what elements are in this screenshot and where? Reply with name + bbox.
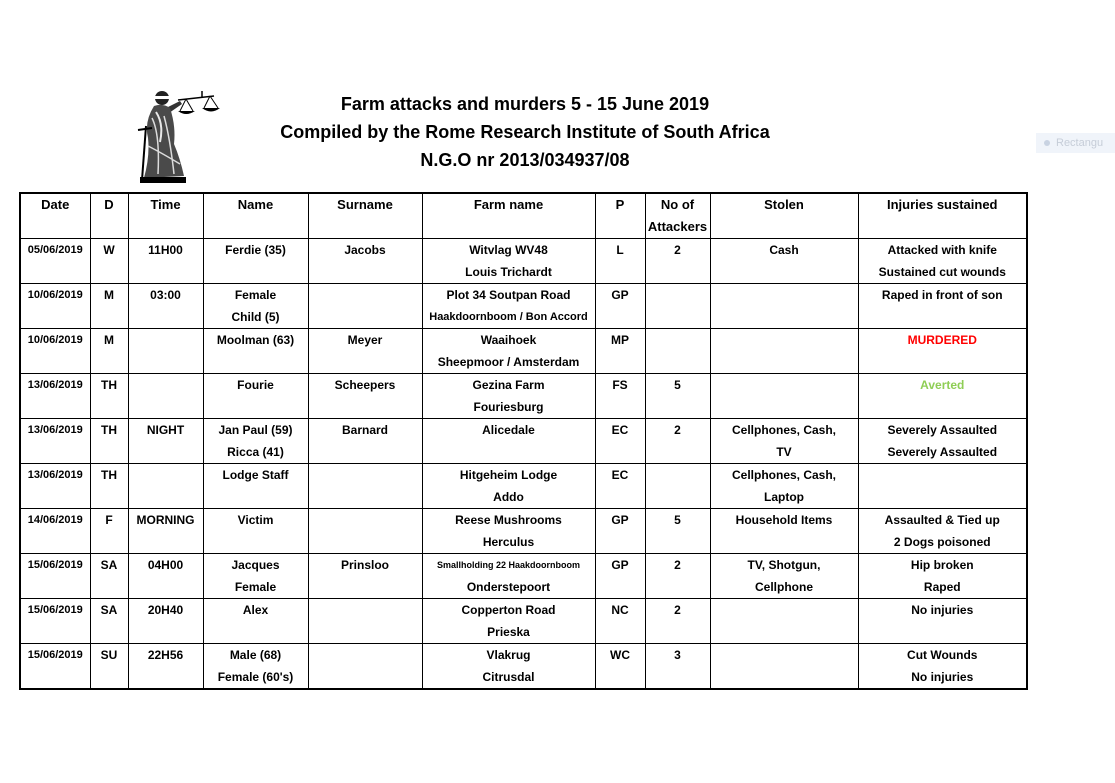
- cell-farm-line-1: Hitgeheim Lodge: [459, 468, 558, 482]
- cell-date: [20, 329, 90, 374]
- cell-attackers-text: 3: [674, 648, 681, 662]
- title-line-1: Farm attacks and murders 5 - 15 June 2019: [340, 94, 710, 114]
- cell-injuries-line-1: Severely Assaulted: [887, 423, 998, 437]
- cell-day: [90, 554, 128, 599]
- cell-name-line-2: Female (60's): [217, 670, 294, 684]
- rectangle-tool-label: Rectangu: [1056, 137, 1104, 149]
- cell-surname: [308, 419, 422, 464]
- cell-surname-text: Jacobs: [344, 243, 386, 257]
- cell-day-text: SA: [100, 558, 118, 572]
- cell-day-text: TH: [101, 468, 117, 482]
- cell-injuries-line-1: Raped in front of son: [881, 288, 1003, 302]
- cell-attackers-text: 2: [674, 243, 681, 257]
- cell-name-line-1: Victim: [237, 513, 274, 527]
- lady-justice-icon: [130, 86, 222, 184]
- cell-day: [90, 464, 128, 509]
- cell-day-text: M: [104, 288, 114, 302]
- cell-farm-line-1: Reese Mushrooms: [455, 513, 562, 527]
- cell-surname: [308, 554, 422, 599]
- cell-stolen: [710, 329, 858, 374]
- header-attackers-line2: Attackers: [647, 219, 708, 234]
- table-header-row: [20, 193, 1027, 239]
- cell-injuries-line-2: 2 Dogs poisoned: [893, 535, 991, 549]
- cell-injuries-line-1: Averted: [920, 378, 965, 392]
- cell-province: [595, 374, 645, 419]
- cell-surname-text: Scheepers: [334, 378, 396, 392]
- cell-stolen: [710, 419, 858, 464]
- cell-name: [203, 374, 308, 419]
- cell-name: [203, 554, 308, 599]
- title-line-3: N.G.O nr 2013/034937/08: [420, 150, 630, 170]
- cell-injuries-line-1: Attacked with knife: [887, 243, 997, 257]
- cell-attackers: [645, 419, 710, 464]
- cell-name: [203, 419, 308, 464]
- cell-injuries-line-1: Cut Wounds: [907, 648, 978, 662]
- cell-date: [20, 599, 90, 644]
- cell-date: [20, 239, 90, 284]
- cell-injuries: [858, 554, 1027, 599]
- cell-attackers: [645, 464, 710, 509]
- cell-date: [20, 284, 90, 329]
- title-line-2: Compiled by the Rome Research Institute of South Africa: [280, 122, 770, 142]
- cell-day-text: F: [105, 513, 113, 527]
- cell-date: [20, 464, 90, 509]
- cell-injuries: [858, 374, 1027, 419]
- cell-province-text: FS: [612, 378, 628, 392]
- header-stolen: Stolen: [710, 193, 858, 239]
- cell-time: [128, 419, 203, 464]
- cell-surname: [308, 644, 422, 690]
- cell-farm-line-2: Herculus: [482, 535, 535, 549]
- cell-day: [90, 284, 128, 329]
- cell-province: [595, 329, 645, 374]
- cell-name-line-1: Ferdie (35): [225, 243, 286, 257]
- cell-injuries: [858, 509, 1027, 554]
- cell-farm-line-2: Alicedale: [482, 423, 535, 437]
- cell-name: [203, 644, 308, 690]
- cell-farm: [422, 329, 595, 374]
- cell-stolen-line-2: Laptop: [764, 490, 804, 504]
- cell-day: [90, 374, 128, 419]
- cell-day-text: TH: [101, 378, 117, 392]
- cell-province-text: GP: [611, 288, 629, 302]
- cell-surname: [308, 374, 422, 419]
- cell-stolen: [710, 644, 858, 690]
- cell-time: [128, 599, 203, 644]
- cell-day: [90, 509, 128, 554]
- table-row: [20, 554, 1027, 599]
- cell-farm-line-2: Citrusdal: [482, 670, 535, 684]
- cell-time-text: NIGHT: [146, 423, 185, 437]
- cell-time: [128, 239, 203, 284]
- cell-stolen: [710, 599, 858, 644]
- cell-date-text: 15/06/2019: [27, 559, 83, 571]
- cell-injuries-line-2: Sustained cut wounds: [878, 265, 1006, 279]
- cell-name-line-1: Jan Paul (59): [218, 423, 293, 437]
- header-attackers: [645, 193, 710, 239]
- cell-date-text: 13/06/2019: [27, 379, 83, 391]
- cell-name: [203, 599, 308, 644]
- cell-stolen-line-2: TV: [776, 445, 792, 459]
- cell-date: [20, 374, 90, 419]
- cell-date: [20, 554, 90, 599]
- cell-farm-line-2: Fouriesburg: [473, 400, 544, 414]
- header-attackers-line1: No of: [660, 197, 695, 212]
- table-row: [20, 509, 1027, 554]
- cell-attackers-text: 2: [674, 423, 681, 437]
- cell-injuries-line-1: No injuries: [911, 603, 974, 617]
- table-row: [20, 329, 1027, 374]
- cell-injuries: [858, 329, 1027, 374]
- cell-stolen-line-2: Cellphone: [754, 580, 813, 594]
- cell-name-line-1: Moolman (63): [216, 333, 295, 347]
- table-row: [20, 284, 1027, 329]
- cell-date-text: 05/06/2019: [27, 244, 83, 256]
- cell-attackers: [645, 509, 710, 554]
- cell-surname: [308, 509, 422, 554]
- cell-province-text: GP: [611, 558, 629, 572]
- cell-attackers: [645, 239, 710, 284]
- cell-farm-line-1: Smallholding 22 Haakdoornboom: [436, 560, 580, 570]
- cell-day-text: SA: [100, 603, 118, 617]
- cell-farm: [422, 599, 595, 644]
- cell-time-text: 11H00: [148, 243, 183, 257]
- cell-injuries: [858, 464, 1027, 509]
- cell-attackers: [645, 284, 710, 329]
- cell-farm: [422, 419, 595, 464]
- cell-province: [595, 599, 645, 644]
- table-row: [20, 644, 1027, 690]
- cell-day: [90, 329, 128, 374]
- cell-province: [595, 554, 645, 599]
- cell-farm-line-1: Witvlag WV48: [469, 243, 548, 257]
- header-injuries: Injuries sustained: [858, 193, 1027, 239]
- table-row: [20, 419, 1027, 464]
- rectangle-tool-overlay[interactable]: [1036, 133, 1115, 153]
- cell-name-line-2: Ricca (41): [227, 445, 284, 459]
- cell-farm: [422, 284, 595, 329]
- header-farm: Farm name: [422, 193, 595, 239]
- cell-province: [595, 644, 645, 690]
- cell-injuries-line-2: No injuries: [911, 670, 974, 684]
- cell-stolen: [710, 239, 858, 284]
- cell-injuries: [858, 284, 1027, 329]
- cell-farm-line-2: Sheepmoor / Amsterdam: [437, 355, 580, 369]
- cell-stolen: [710, 509, 858, 554]
- cell-injuries: [858, 599, 1027, 644]
- cell-farm-line-1: Vlakrug: [486, 648, 531, 662]
- cell-surname: [308, 284, 422, 329]
- cell-stolen-line-1: Cellphones, Cash,: [731, 423, 837, 437]
- cell-date-text: 15/06/2019: [27, 604, 83, 616]
- cell-injuries: [858, 239, 1027, 284]
- cell-injuries: [858, 419, 1027, 464]
- cell-date-text: 13/06/2019: [27, 424, 83, 436]
- cell-time: [128, 464, 203, 509]
- cell-day-text: M: [104, 333, 114, 347]
- cell-surname-text: Barnard: [341, 423, 388, 437]
- cell-day: [90, 599, 128, 644]
- cell-province: [595, 509, 645, 554]
- cell-name-line-2: Child (5): [231, 310, 280, 324]
- cell-surname: [308, 599, 422, 644]
- cell-attackers-text: 2: [674, 558, 681, 572]
- table-row: [20, 464, 1027, 509]
- table-row: [20, 239, 1027, 284]
- cell-province: [595, 419, 645, 464]
- cell-stolen: [710, 374, 858, 419]
- cell-date: [20, 509, 90, 554]
- cell-date-text: 15/06/2019: [27, 649, 83, 661]
- cell-province-text: GP: [611, 513, 629, 527]
- header-date: Date: [20, 193, 90, 239]
- cell-date-text: 14/06/2019: [27, 514, 83, 526]
- cell-province-text: WC: [610, 648, 630, 662]
- header-time: Time: [128, 193, 203, 239]
- cell-farm-line-2: Prieska: [487, 625, 530, 639]
- cell-date: [20, 644, 90, 690]
- cell-name-line-1: Jacques: [231, 558, 280, 572]
- cell-farm: [422, 374, 595, 419]
- cell-name-line-1: Fourie: [237, 378, 274, 392]
- cell-stolen: [710, 464, 858, 509]
- cell-farm-line-2: Haakdoornboom / Bon Accord: [429, 311, 588, 323]
- cell-injuries-line-2: Severely Assaulted: [887, 445, 998, 459]
- cell-time-text: 22H56: [147, 648, 184, 662]
- cell-province: [595, 239, 645, 284]
- cell-name-line-1: Male (68): [229, 648, 282, 662]
- header-province: P: [595, 193, 645, 239]
- cell-time-text: 03:00: [150, 288, 181, 302]
- cell-stolen-line-1: TV, Shotgun,: [747, 558, 821, 572]
- cell-farm-line-2: Addo: [493, 490, 524, 504]
- cell-day: [90, 644, 128, 690]
- cell-stolen: [710, 554, 858, 599]
- cell-province: [595, 284, 645, 329]
- cell-time: [128, 554, 203, 599]
- cell-day-text: TH: [101, 423, 117, 437]
- cell-injuries-line-1: Hip broken: [910, 558, 974, 572]
- cell-time-text: MORNING: [136, 513, 195, 527]
- cell-name: [203, 509, 308, 554]
- cell-farm-line-2: Onderstepoort: [466, 580, 551, 594]
- header-day: D: [90, 193, 128, 239]
- cell-farm-line-1: Waaihoek: [480, 333, 537, 347]
- cell-farm: [422, 239, 595, 284]
- cell-surname-text: Prinsloo: [340, 558, 389, 572]
- cell-time-text: 20H40: [147, 603, 184, 617]
- cell-date-text: 10/06/2019: [27, 334, 83, 346]
- cell-attackers: [645, 374, 710, 419]
- cell-farm: [422, 644, 595, 690]
- cell-province-text: MP: [611, 333, 629, 347]
- cell-name-line-1: Alex: [242, 603, 269, 617]
- header-name: Name: [203, 193, 308, 239]
- cell-day-text: SU: [100, 648, 118, 662]
- cell-date-text: 10/06/2019: [27, 289, 83, 301]
- cell-time: [128, 644, 203, 690]
- cell-injuries-line-2: Raped: [923, 580, 961, 594]
- cell-farm: [422, 464, 595, 509]
- cell-surname-text: Meyer: [347, 333, 383, 347]
- header-surname: Surname: [308, 193, 422, 239]
- cell-name-line-1: Lodge Staff: [222, 468, 289, 482]
- cell-province-text: NC: [611, 603, 629, 617]
- cell-name: [203, 329, 308, 374]
- cell-time: [128, 329, 203, 374]
- cell-attackers: [645, 644, 710, 690]
- cell-time: [128, 374, 203, 419]
- cell-farm-line-1: Gezina Farm: [472, 378, 545, 392]
- cell-day-text: W: [103, 243, 115, 257]
- cell-stolen-line-1: Household Items: [735, 513, 833, 527]
- cell-province-text: EC: [611, 423, 629, 437]
- cell-day: [90, 239, 128, 284]
- cell-province-text: L: [616, 243, 624, 257]
- cell-stolen-line-1: Cash: [769, 243, 799, 257]
- cell-name: [203, 239, 308, 284]
- cell-farm-line-1: Copperton Road: [461, 603, 556, 617]
- cell-time-text: 04H00: [147, 558, 184, 572]
- cell-farm: [422, 554, 595, 599]
- cell-injuries: [858, 644, 1027, 690]
- cell-attackers-text: 2: [674, 603, 681, 617]
- attacks-table: [19, 192, 1028, 690]
- cell-name: [203, 284, 308, 329]
- cell-attackers: [645, 329, 710, 374]
- cell-name-line-1: Female: [234, 288, 277, 302]
- table-row: [20, 599, 1027, 644]
- cell-injuries-line-1: MURDERED: [907, 333, 977, 347]
- cell-surname: [308, 329, 422, 374]
- cell-attackers-text: 5: [674, 513, 681, 527]
- cell-farm-line-1: Plot 34 Soutpan Road: [446, 288, 571, 302]
- cell-injuries-line-1: Assaulted & Tied up: [884, 513, 1000, 527]
- cell-time: [128, 284, 203, 329]
- cell-name-line-2: Female: [234, 580, 277, 594]
- rectangle-dot-icon: [1044, 140, 1050, 146]
- cell-province: [595, 464, 645, 509]
- cell-attackers: [645, 554, 710, 599]
- cell-stolen-line-1: Cellphones, Cash,: [731, 468, 837, 482]
- cell-day: [90, 419, 128, 464]
- cell-date-text: 13/06/2019: [27, 469, 83, 481]
- table-row: [20, 374, 1027, 419]
- cell-time: [128, 509, 203, 554]
- cell-farm-line-2: Louis Trichardt: [465, 265, 552, 279]
- cell-surname: [308, 239, 422, 284]
- cell-name: [203, 464, 308, 509]
- cell-stolen: [710, 284, 858, 329]
- cell-surname: [308, 464, 422, 509]
- cell-attackers-text: 5: [674, 378, 681, 392]
- cell-attackers: [645, 599, 710, 644]
- cell-province-text: EC: [611, 468, 629, 482]
- cell-farm: [422, 509, 595, 554]
- cell-date: [20, 419, 90, 464]
- document-title: [230, 90, 820, 174]
